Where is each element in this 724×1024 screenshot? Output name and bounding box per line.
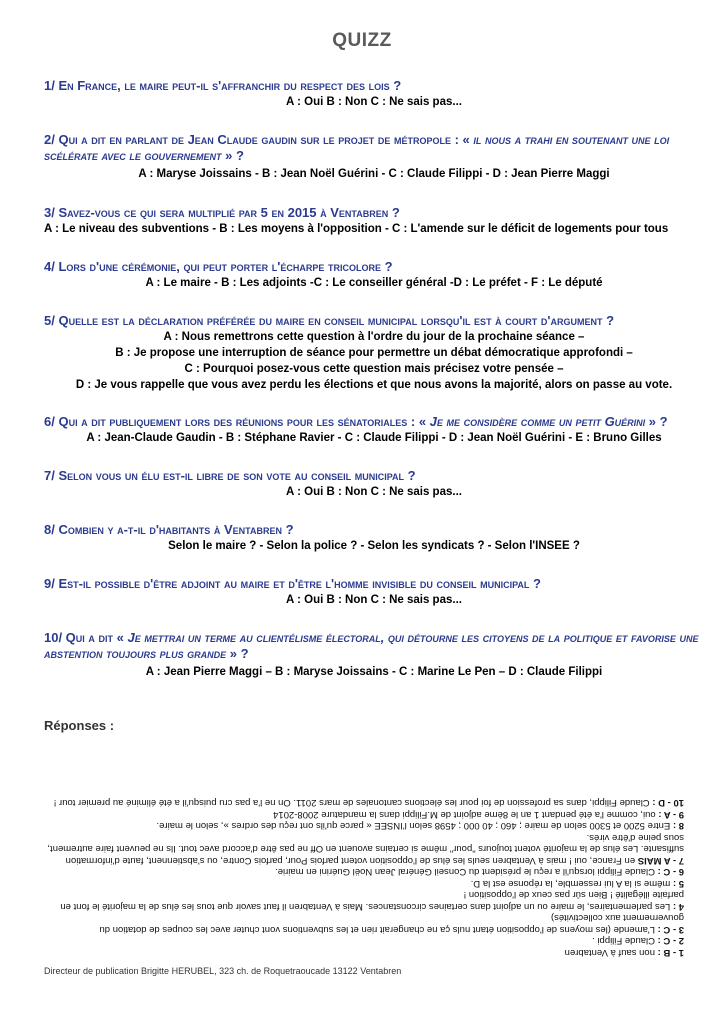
question-options: A : Le maire - B : Les adjoints -C : Le conseiller général -D : Le préfet - F : Le député xyxy=(145,277,603,289)
answer-item: 2 - C : Claude Filippi . xyxy=(592,935,684,947)
answer-item: 3 - C : L'amende (les moyens de l'opposition étant nuls ça ne changerait rien et les subventions vont chuter avec les coupes de dotation du gouvernement aux collectivités) xyxy=(99,912,684,935)
question-5 xyxy=(44,313,704,393)
question-options: A : Jean-Claude Gaudin - B : Stéphane Ravier - C : Claude Filippi - D : Jean Noël Guérini - E : Bruno Gilles xyxy=(86,432,662,444)
question-options: A : Le niveau des subventions - B : Les moyens à l'opposition - C : L'amende sur le déficit de logements pour tous xyxy=(44,223,669,235)
answer-item: 8 : Entre 5200 et 5300 selon de maire ; 460 ; 40 000 ; 4598 selon l'INSEE « parce qu'ils ont reçu des ordres », selon le maire. xyxy=(156,820,684,832)
question-9 xyxy=(44,576,704,608)
question-options: A : Jean Pierre Maggi – B : Maryse Joissains - C : Marine Le Pen – D : Claude Filippi xyxy=(145,666,603,678)
question-options: A : Maryse Joissains - B : Jean Noël Guérini - C : Claude Filippi - D : Jean Pierre Maggi xyxy=(138,168,610,180)
question-text: 8/ Combien y a-t-il d'habitants à Ventabren ? xyxy=(44,522,294,537)
question-3 xyxy=(44,205,704,237)
question-options: A : Nous remettrons cette question à l'ordre du jour de la prochaine séance – B : Je propose une interruption de séance pour permettre un débat démocratique approfondi – C : Pourquoi posez-vous cette question mais précisez votre pensée – D : Je vous rappelle que vous avez perdu les élections et que nous avons la majorité, alors on passe au vote. xyxy=(75,331,673,391)
question-8 xyxy=(44,522,704,554)
question-text: 1/ En France, le maire peut-il s'affranchir du respect des lois ? xyxy=(44,78,402,93)
question-7 xyxy=(44,468,704,500)
question-text: 7/ Selon vous un élu est-il libre de son vote au conseil municipal ? xyxy=(44,468,416,483)
page-title: QUIZZ xyxy=(332,30,392,51)
question-text: 3/ Savez-vous ce qui sera multiplié par 5 en 2015 à Ventabren ? xyxy=(44,205,400,220)
answer-item: 9 - A : oui, comme l'a été pendant 1 an le 8ème adjoint de M.Filippi dans la mandature 2008-2014 xyxy=(273,809,684,820)
question-6 xyxy=(44,414,704,446)
answer-item: 4 : Les parlementaires, le maire ou un adjoint dans certaines circonstances. Mais à Ventabren il faut savoir que tous les élus de la majorité le font en parfaite illégalité ! Bien sûr pas ceux de l'opposition ! xyxy=(60,889,684,912)
question-1 xyxy=(44,78,704,110)
question-text: 10/ Qui a dit « Je mettrai un terme au clientélisme électoral, qui détourne les citoyens de la politique et favorise une abstention toujours plus grande » ? xyxy=(44,630,699,661)
question-text: 6/ Qui a dit publiquement lors des réunions pour les sénatoriales : « Je me considère comme un petit Guérini » ? xyxy=(44,414,668,429)
question-options: A : Oui B : Non C : Ne sais pas... xyxy=(286,594,462,606)
question-2 xyxy=(44,132,704,182)
question-options: A : Oui B : Non C : Ne sais pas... xyxy=(286,486,462,498)
answer-item: 1 - B : non sauf à Ventabren xyxy=(564,947,684,958)
question-10 xyxy=(44,630,704,680)
publication-footer: Directeur de publication Brigitte HERUBEL, 323 ch. de Roquetraoucade 13122 Ventabren xyxy=(44,966,402,976)
question-4 xyxy=(44,259,704,291)
question-text: 9/ Est-il possible d'être adjoint au maire et d'être l'homme invisible du conseil municipal ? xyxy=(44,576,541,591)
question-text: 5/ Quelle est la déclaration préférée du maire en conseil municipal lorsqu'il est à court d'argument ? xyxy=(44,313,615,328)
question-text: 4/ Lors d'une cérémonie, qui peut porter l'écharpe tricolore ? xyxy=(44,259,393,274)
answers-heading: Réponses : xyxy=(44,718,115,733)
answer-item: 7 - A MAIS en France, oui ! mais à Ventabren seuls les élus de l'opposition votent parfois Pour, parfois Contre, ou s'abstiennent, faute d'information suffisante. Les élus de la majorité votent toujours "pour" même si certains avouent en Off ne pas être d'accord avec tout. Ils ne peuvent faire autrement, sous peine d'être virés. xyxy=(47,832,684,866)
answer-item: 5 : même si la A lui ressemble, la réponse est la D. xyxy=(470,878,684,889)
question-options: Selon le maire ? - Selon la police ? - Selon les syndicats ? - Selon l'INSEE ? xyxy=(168,540,580,552)
question-options: A : Oui B : Non C : Ne sais pas... xyxy=(286,96,462,108)
question-text: 2/ Qui a dit en parlant de Jean Claude gaudin sur le projet de métropole : « il nous a trahi en soutenant une loi scélérate avec le gouvernement » ? xyxy=(44,132,670,163)
answers-upside-down xyxy=(44,740,684,958)
answer-item: 10 - D : Claude Filippi, dans sa profession de foi pour les élections cantonales de mars 2011. On ne l'a pas cru puisqu'il a été éliminé au premier tour ! xyxy=(53,797,684,809)
answer-item: 6 - C : Claude Filippi lorsqu'il a reçu le président du Conseil Général Jean Noël Guérini en mairie. xyxy=(275,866,684,878)
